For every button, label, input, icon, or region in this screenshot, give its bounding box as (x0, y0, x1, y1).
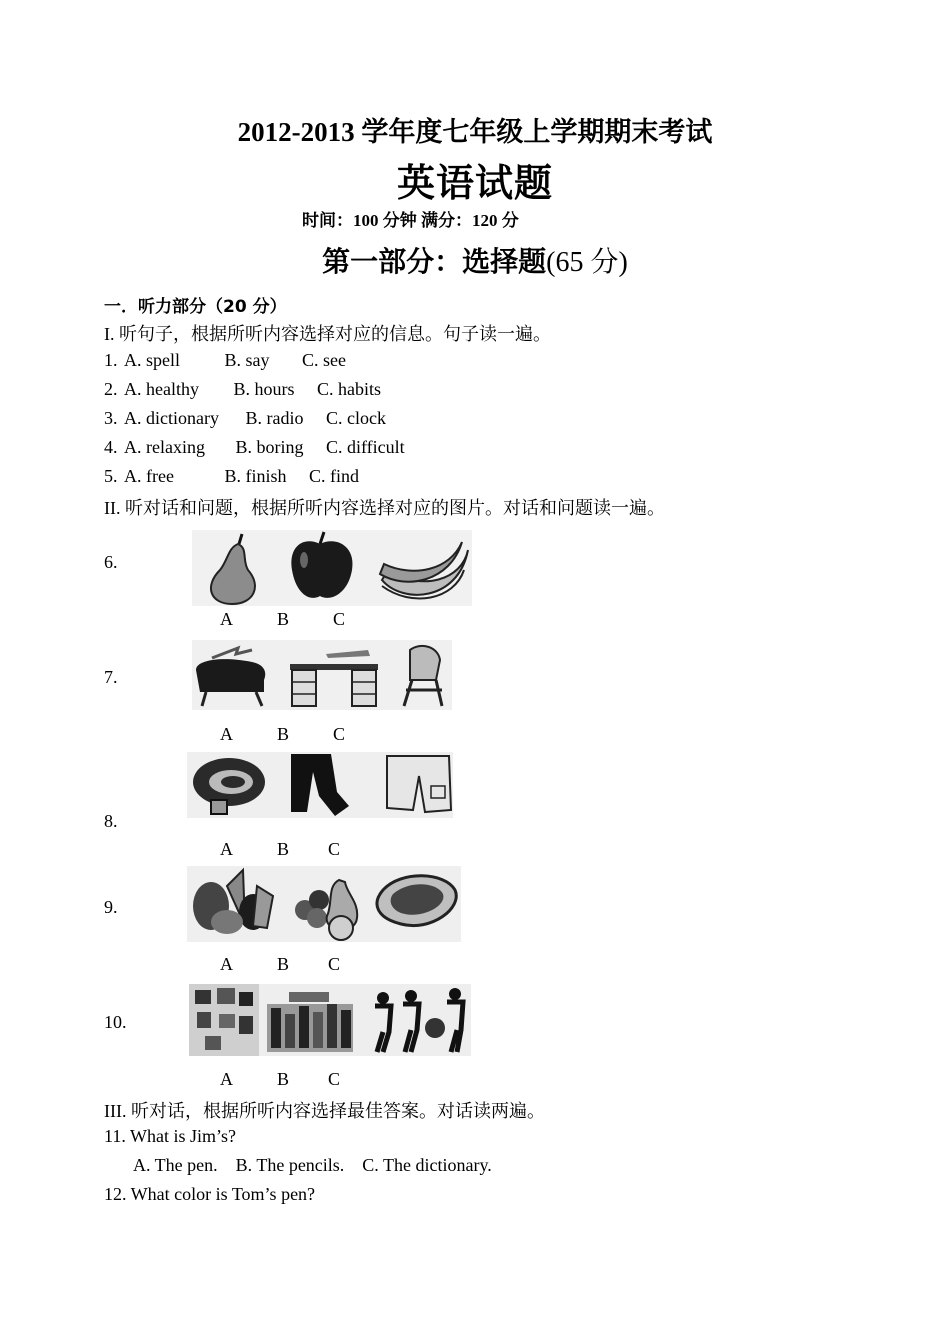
question-10-pictures (189, 984, 471, 1056)
section-heading: 一．听力部分（20 分） (104, 297, 287, 317)
option-b: B. hours (233, 379, 295, 399)
question-9-num: 9. (104, 897, 118, 917)
option-c: C. habits (317, 379, 382, 399)
label-c: C (328, 954, 341, 974)
option-b: B. finish (224, 466, 287, 486)
instruction-1: I. 听句子，根据所听内容选择对应的信息。句子读一遍。 (104, 324, 551, 344)
question-11: 11. What is Jim’s? (104, 1126, 236, 1146)
exam-meta: 时间：100 分钟 满分：120 分 (302, 211, 519, 230)
question-12: 12. What color is Tom’s pen? (104, 1184, 316, 1204)
label-a: A (220, 839, 233, 859)
question-5 (104, 466, 359, 487)
part-title (0, 240, 950, 280)
instruction-2: II. 听对话和问题，根据所听内容选择对应的图片。对话和问题读一遍。 (104, 498, 665, 518)
question-1 (104, 350, 346, 371)
label-b: B (277, 839, 290, 859)
option-a: A. spell (124, 350, 180, 370)
label-b: B (277, 609, 290, 629)
option-c: C. find (308, 466, 359, 486)
question-7-num: 7. (104, 667, 118, 687)
label-a: A (220, 724, 233, 744)
part-title-text: 第一部分：选择题 (322, 247, 547, 278)
q-num: 1. (104, 350, 118, 370)
question-3 (104, 408, 386, 429)
option-b: B. boring (235, 437, 304, 457)
question-2 (104, 379, 381, 400)
part-score: (65 分) (546, 247, 628, 278)
label-c: C (333, 724, 346, 744)
label-a: A (220, 954, 233, 974)
option-b: B. say (224, 350, 270, 370)
q-num: 2. (104, 379, 118, 399)
question-7-pictures (192, 640, 452, 710)
question-6-pictures (192, 530, 472, 606)
option-a: A. dictionary (124, 408, 219, 428)
label-c: C (333, 609, 346, 629)
art-gallery-icon (189, 984, 259, 1056)
question-9-pictures (187, 866, 461, 942)
option-c: C. clock (325, 408, 386, 428)
option-c: C. difficult (326, 437, 405, 457)
option-c: C. see (302, 350, 346, 370)
question-10-num: 10. (104, 1012, 127, 1032)
question-4 (104, 437, 405, 458)
label-c: C (328, 839, 341, 859)
question-6-num: 6. (104, 552, 118, 572)
subject-title: 英语试题 (396, 163, 553, 205)
label-c: C (328, 1069, 341, 1089)
label-b: B (277, 724, 290, 744)
q-num: 5. (104, 466, 118, 486)
exam-title: 2012-2013 学年度七年级上学期期末考试 (237, 117, 713, 147)
option-a: A. relaxing (124, 437, 205, 457)
q-num: 4. (104, 437, 118, 457)
instruction-3: III. 听对话，根据所听内容选择最佳答案。对话读两遍。 (104, 1101, 545, 1121)
label-b: B (277, 1069, 290, 1089)
label-a: A (220, 609, 233, 629)
label-b: B (277, 954, 290, 974)
question-8-pictures (187, 752, 453, 818)
q-num: 3. (104, 408, 118, 428)
option-a: A. free (124, 466, 174, 486)
question-8-num: 8. (104, 811, 118, 831)
label-a: A (220, 1069, 233, 1089)
option-b: B. radio (245, 408, 304, 428)
question-11-options: A. The pen. B. The pencils. C. The dictionary. (133, 1155, 492, 1175)
option-a: A. healthy (124, 379, 199, 399)
